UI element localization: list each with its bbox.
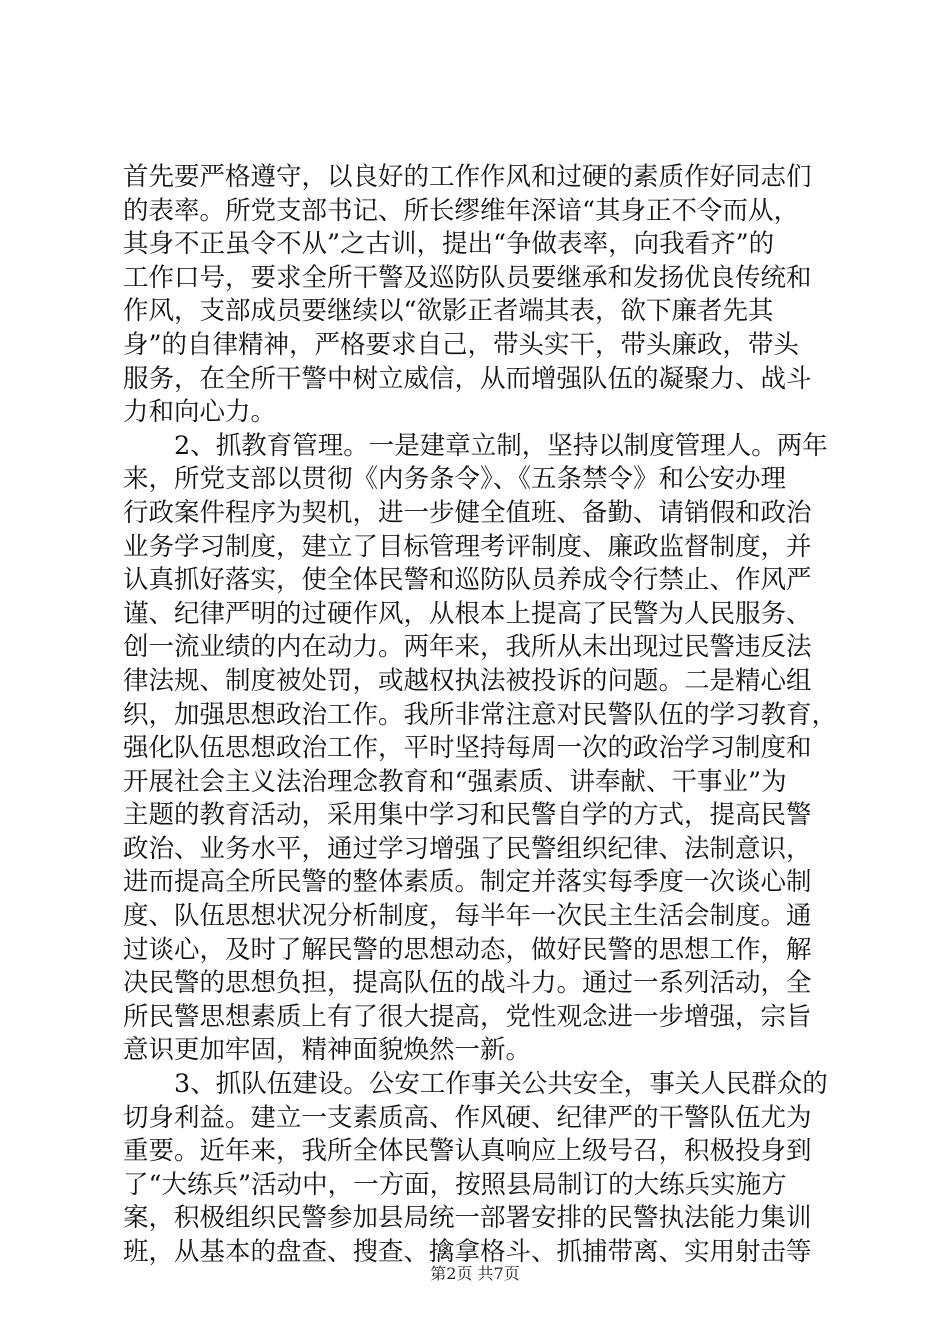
text-line: 2、抓教育管理。一是建章立制，坚持以制度管理人。两年 — [123, 430, 828, 461]
document-body — [123, 161, 838, 1270]
text-line: 律法规、制度被处罚，或越权执法被投诉的问题。二是精心组 — [123, 665, 812, 696]
text-line: 行政案件程序为契机，进一步健全值班、备勤、请销假和政治 — [123, 497, 812, 528]
text-line: 所民警思想素质上有了很大提高，党性观念进一步增强，宗旨 — [123, 1001, 812, 1032]
text-line: 过谈心，及时了解民警的思想动态，做好民警的思想工作，解 — [123, 934, 812, 965]
text-line: 主题的教育活动，采用集中学习和民警自学的方式，提高民警 — [123, 800, 812, 831]
page-number-footer: 第2页 共7页 — [430, 1264, 520, 1283]
text-line: 案，积极组织民警参加县局统一部署安排的民警执法能力集训 — [123, 1203, 812, 1234]
text-line: 强化队伍思想政治工作，平时坚持每周一次的政治学习制度和 — [123, 733, 812, 764]
text-line: 度、队伍思想状况分析制度，每半年一次民主生活会制度。通 — [123, 901, 812, 932]
text-line: 认真抓好落实，使全体民警和巡防队员养成令行禁止、作风严 — [123, 565, 812, 596]
text-line: 创一流业绩的内在动力。两年来，我所从未出现过民警违反法 — [123, 632, 812, 663]
text-line: 首先要严格遵守，以良好的工作作风和过硬的素质作好同志们 — [123, 162, 812, 192]
text-line: 3、抓队伍建设。公安工作事关公共安全，事关人民群众的 — [123, 1069, 828, 1100]
text-line: 政治、业务水平，通过学习增强了民警组织纪律、法制意识， — [123, 833, 812, 864]
text-line: 班，从基本的盘查、搜查、擒拿格斗、抓捕带离、实用射击等 — [123, 1237, 812, 1267]
text-line: 服务，在全所干警中树立威信，从而增强队伍的凝聚力、战斗 — [123, 363, 812, 394]
text-line: 力和向心力。 — [123, 397, 277, 428]
text-line: 谨、纪律严明的过硬作风，从根本上提高了民警为人民服务、 — [123, 598, 812, 629]
text-line: 身”的自律精神，严格要求自己，带头实干，带头廉政，带头 — [123, 329, 800, 360]
text-line: 开展社会主义法治理念教育和“强素质、讲奉献、干事业”为 — [123, 766, 787, 797]
text-line: 意识更加牢固，精神面貌焕然一新。 — [123, 1035, 532, 1066]
text-line: 决民警的思想负担，提高队伍的战斗力。通过一系列活动，全 — [123, 968, 812, 999]
text-line: 切身利益。建立一支素质高、作风硬、纪律严的干警队伍尤为 — [123, 1102, 812, 1133]
text-line: 进而提高全所民警的整体素质。制定并落实每季度一次谈心制 — [123, 867, 812, 898]
text-line: 工作口号，要求全所干警及巡防队员要继承和发扬优良传统和 — [123, 262, 812, 293]
text-line: 重要。近年来，我所全体民警认真响应上级号召，积极投身到 — [123, 1136, 812, 1167]
text-line: 了“大练兵”活动中，一方面，按照县局制订的大练兵实施方 — [123, 1169, 787, 1200]
text-line: 其身不正虽令不从”之古训，提出“争做表率，向我看齐”的 — [123, 229, 775, 260]
text-line: 来，所党支部以贯彻《内务条令》、《五条禁令》和公安办理 — [123, 464, 787, 495]
text-line: 的表率。所党支部书记、所长缪维年深谙“其身正不令而从， — [123, 195, 800, 226]
text-line: 织，加强思想政治工作。我所非常注意对民警队伍的学习教育， — [123, 699, 838, 730]
text-line: 作风，支部成员要继续以“欲影正者端其表，欲下廉者先其 — [123, 296, 774, 327]
text-line: 业务学习制度，建立了目标管理考评制度、廉政监督制度，并 — [123, 531, 812, 562]
